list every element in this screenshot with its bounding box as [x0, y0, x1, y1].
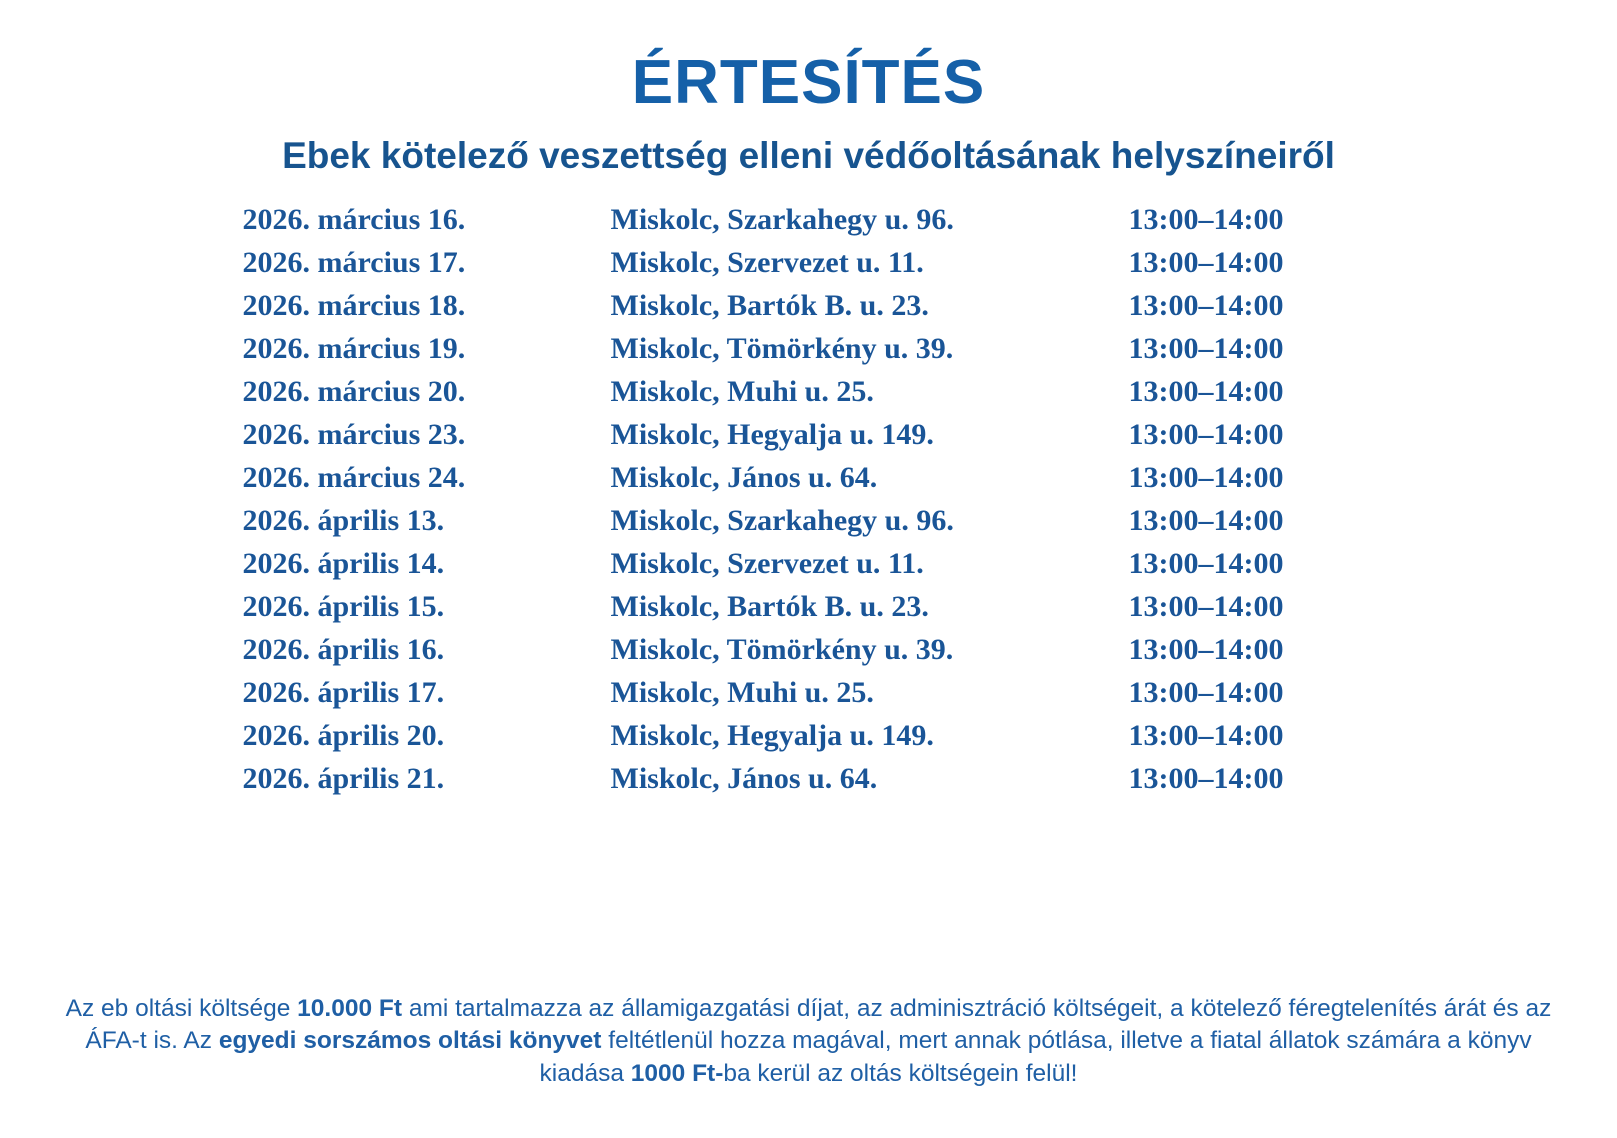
schedule-place: Miskolc, Tömörkény u. 39. [610, 632, 954, 666]
schedule-date: 2026. március 17. [242, 245, 466, 279]
schedule-date: 2026. április 14. [242, 546, 445, 580]
schedule-date: 2026. március 23. [242, 417, 466, 451]
schedule-time: 13:00–14:00 [1128, 589, 1284, 623]
schedule-time: 13:00–14:00 [1128, 761, 1284, 795]
schedule-time: 13:00–14:00 [1128, 288, 1284, 322]
schedule-place: Miskolc, Szarkahegy u. 96. [610, 503, 954, 537]
note-price-book: 1000 Ft- [630, 1059, 724, 1087]
table-row [239, 590, 1379, 633]
schedule-date: 2026. április 21. [242, 761, 445, 795]
schedule-time: 13:00–14:00 [1128, 718, 1284, 752]
note-part-1: Az eb oltási költsége [65, 995, 298, 1023]
cost-note [50, 993, 1567, 1090]
table-row [239, 418, 1379, 461]
schedule-time: 13:00–14:00 [1128, 460, 1284, 494]
schedule-place: Miskolc, Muhi u. 25. [610, 675, 874, 709]
schedule-place: Miskolc, Tömörkény u. 39. [610, 331, 954, 365]
vaccination-schedule-table [239, 203, 1379, 805]
schedule-place: Miskolc, Szervezet u. 11. [610, 245, 924, 279]
table-row [239, 504, 1379, 547]
page-subtitle: Ebek kötelező veszettség elleni védőoltásának helyszíneiről [282, 135, 1335, 176]
schedule-place: Miskolc, János u. 64. [610, 761, 878, 795]
table-row [239, 719, 1379, 762]
schedule-time: 13:00–14:00 [1128, 245, 1284, 279]
note-bold-book: egyedi sorszámos oltási könyvet [218, 1027, 602, 1055]
note-price-vaccination: 10.000 Ft [297, 995, 403, 1023]
schedule-place: Miskolc, Szervezet u. 11. [610, 546, 924, 580]
table-row [239, 676, 1379, 719]
table-row [239, 203, 1379, 246]
table-row [239, 246, 1379, 289]
table-row [239, 332, 1379, 375]
schedule-date: 2026. április 15. [242, 589, 445, 623]
schedule-place: Miskolc, Bartók B. u. 23. [610, 589, 929, 623]
schedule-date: 2026. április 20. [242, 718, 445, 752]
schedule-place: Miskolc, Hegyalja u. 149. [610, 417, 934, 451]
schedule-time: 13:00–14:00 [1128, 417, 1284, 451]
schedule-time: 13:00–14:00 [1128, 632, 1284, 666]
table-row [239, 289, 1379, 332]
schedule-place: Miskolc, Szarkahegy u. 96. [610, 202, 954, 236]
note-part-2: ami tartalmazza az államigazgatási díjat, az adminisztráció költségeit, a kötelező féregtelenítés árát és az ÁFA-t is. Az [85, 995, 1552, 1055]
schedule-date: 2026. április 13. [242, 503, 445, 537]
schedule-time: 13:00–14:00 [1128, 374, 1284, 408]
page-title: ÉRTESÍTÉS [631, 48, 986, 117]
schedule-time: 13:00–14:00 [1128, 331, 1284, 365]
schedule-place: Miskolc, Bartók B. u. 23. [610, 288, 929, 322]
schedule-place: Miskolc, János u. 64. [610, 460, 878, 494]
table-row [239, 547, 1379, 590]
schedule-date: 2026. április 17. [242, 675, 445, 709]
schedule-date: 2026. március 20. [242, 374, 466, 408]
note-part-3: feltétlenül hozza magával, mert annak pótlása, illetve a fiatal állatok számára a könyv kiadása [539, 1027, 1532, 1087]
schedule-date: 2026. április 16. [242, 632, 445, 666]
table-row [239, 461, 1379, 504]
schedule-time: 13:00–14:00 [1128, 503, 1284, 537]
schedule-date: 2026. március 24. [242, 460, 466, 494]
note-part-4: ba kerül az oltás költségein felül! [723, 1059, 1078, 1087]
schedule-time: 13:00–14:00 [1128, 546, 1284, 580]
schedule-date: 2026. március 18. [242, 288, 466, 322]
schedule-time: 13:00–14:00 [1128, 675, 1284, 709]
table-row [239, 762, 1379, 805]
table-row [239, 633, 1379, 676]
table-row [239, 375, 1379, 418]
schedule-place: Miskolc, Hegyalja u. 149. [610, 718, 934, 752]
schedule-time: 13:00–14:00 [1128, 202, 1284, 236]
schedule-date: 2026. március 19. [242, 331, 466, 365]
schedule-place: Miskolc, Muhi u. 25. [610, 374, 874, 408]
schedule-date: 2026. március 16. [242, 202, 466, 236]
